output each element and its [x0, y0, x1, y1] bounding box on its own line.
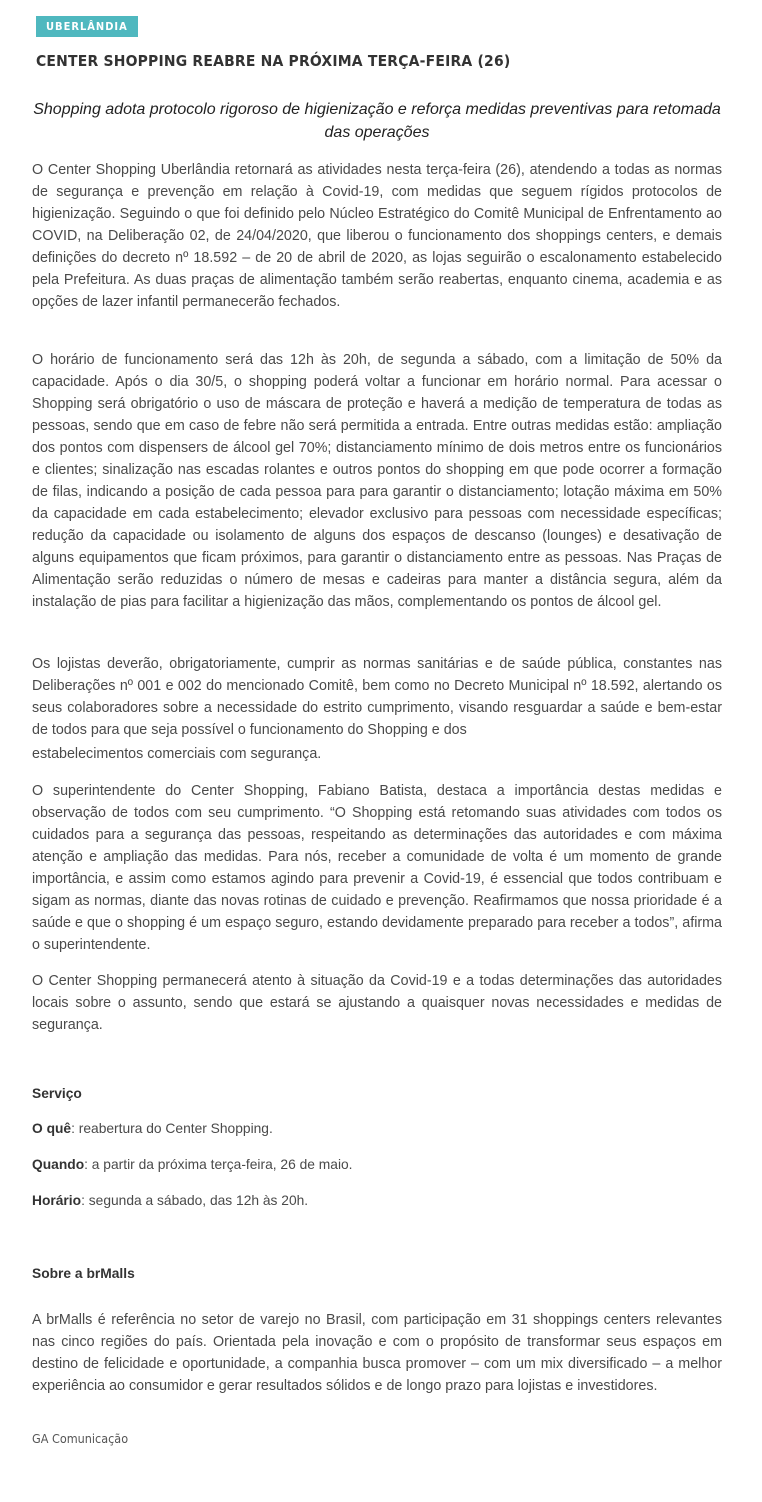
paragraph-2: O horário de funcionamento será das 12h às 20h, de segunda a sábado, com a limitação de 50% da capacidade. Após o dia 30/5, o shopping poderá voltar a funcionar em horário normal. Para acessar o Shopping será obrigatório o uso de máscara de proteção e haverá a medição de temperatura de todas as pessoas, sendo que em caso de febre não será permitida a entrada. Entre outras medidas estão: ampliação dos pontos com dispensers de álcool gel 70%; distanciamento mínimo de dois metros entre os funcionários e clientes; sinalização nas escadas rolantes e outros pontos do shopping em que pode ocorrer a formação de filas, indicando a posição de cada pessoa para para garantir o distanciamento; lotação máxima em 50% da capacidade em cada estabelecimento; elevador exclusivo para pessoas com necessidade específicas; redução da capacidade ou isolamento de alguns dos espaços de descanso (lounges) e desativação de alguns equipamentos que ficam próximos, para garantir o distanciamento entre as pessoas. Nas Praças de Alimentação serão reduzidas o número de mesas e cadeiras para manter a distância segura, além da instalação de pias para facilitar a higienização das mãos, complementando os pontos de álcool gel. — [32, 352, 722, 610]
category-tag[interactable]: UBERLÂNDIA — [36, 16, 138, 37]
article-subtitle: Shopping adota protocolo rigoroso de higienização e reforça medidas preventivas para retomada das operações — [33, 101, 721, 141]
paragraph-5: O Center Shopping permanecerá atento à situação da Covid-19 e a todas determinações das autoridades locais sobre o assunto, sendo que estará se ajustando a quaisquer novas necessidades e medidas de segurança. — [32, 973, 722, 1033]
paragraph-4: O superintendente do Center Shopping, Fabiano Batista, destaca a importância destas medidas e observação de todos com seu cumprimento. “O Shopping está retomando suas atividades com todos os cuidados para a segurança das pessoas, respeitando as determinações das autoridades e com máxima atenção e ampliação das medidas. Para nós, receber a comunidade de volta é um momento de grande importância, e assim como estamos agindo para prevenir a Covid-19, é essencial que todos contribuam e sigam as normas, diante das novas rotinas de cuidado e prevenção. Reafirmamos que nossa prioridade é a saúde e que o shopping é um espaço seguro, estando devidamente preparado para receber a todos”, afirma o superintendente. — [32, 783, 722, 953]
about-text: A brMalls é referência no setor de varejo no Brasil, com participação em 31 shoppings centers relevantes nas cinco regiões do país. Orientada pela inovação e com o propósito de transformar seus espaços em destino de felicidade e oportunidade, a companhia busca promover – com um mix diversificado – a melhor experiência ao consumidor e gerar resultados sólidos e de longo prazo para lojistas e investidores. — [32, 1312, 722, 1394]
service-hours — [32, 1191, 308, 1211]
service-when-value: : a partir da próxima terça-feira, 26 de maio. — [84, 1157, 353, 1172]
service-what-label: O quê — [32, 1121, 72, 1136]
article-headline: CENTER SHOPPING REABRE NA PRÓXIMA TERÇA-FEIRA (26) — [36, 52, 511, 70]
service-hours-label: Horário — [32, 1193, 82, 1208]
service-when — [32, 1155, 353, 1175]
press-credit: GA Comunicação — [32, 1431, 129, 1446]
service-what-value: : reabertura do Center Shopping. — [71, 1121, 273, 1136]
service-hours-value: : segunda a sábado, das 12h às 20h. — [81, 1193, 309, 1208]
about-heading: Sobre a brMalls — [32, 1266, 135, 1281]
service-when-label: Quando — [32, 1157, 85, 1172]
service-what — [32, 1119, 273, 1139]
paragraph-1: O Center Shopping Uberlândia retornará as atividades nesta terça-feira (26), atendendo a todas as normas de segurança e prevenção em relação à Covid-19, com medidas que seguem rígidos protocolos de higienização. Seguindo o que foi definido pelo Núcleo Estratégico do Comitê Municipal de Enfrentamento ao COVID, na Deliberação 02, de 24/04/2020, que liberou o funcionamento dos shoppings centers, e demais definições do decreto nº 18.592 – de 20 de abril de 2020, as lojas seguirão o escalonamento estabelecido pela Prefeitura. As duas praças de alimentação também serão reabertas, enquanto cinema, academia e as opções de lazer infantil permanecerão fechados. — [32, 162, 722, 310]
paragraph-3 — [32, 653, 722, 765]
paragraph-3-end: estabelecimentos comerciais com segurança. — [32, 746, 322, 762]
service-heading: Serviço — [32, 1086, 82, 1101]
paragraph-3-main: Os lojistas deverão, obrigatoriamente, cumprir as normas sanitárias e de saúde pública, constantes nas Deliberações nº 001 e 002 do mencionado Comitê, bem como no Decreto Municipal nº 18.592, alertando os seus colaboradores sobre a necessidade do estrito cumprimento, visando resguardar a saúde e bem-estar de todos para que seja possível o funcionamento do Shopping e dos — [32, 656, 722, 738]
